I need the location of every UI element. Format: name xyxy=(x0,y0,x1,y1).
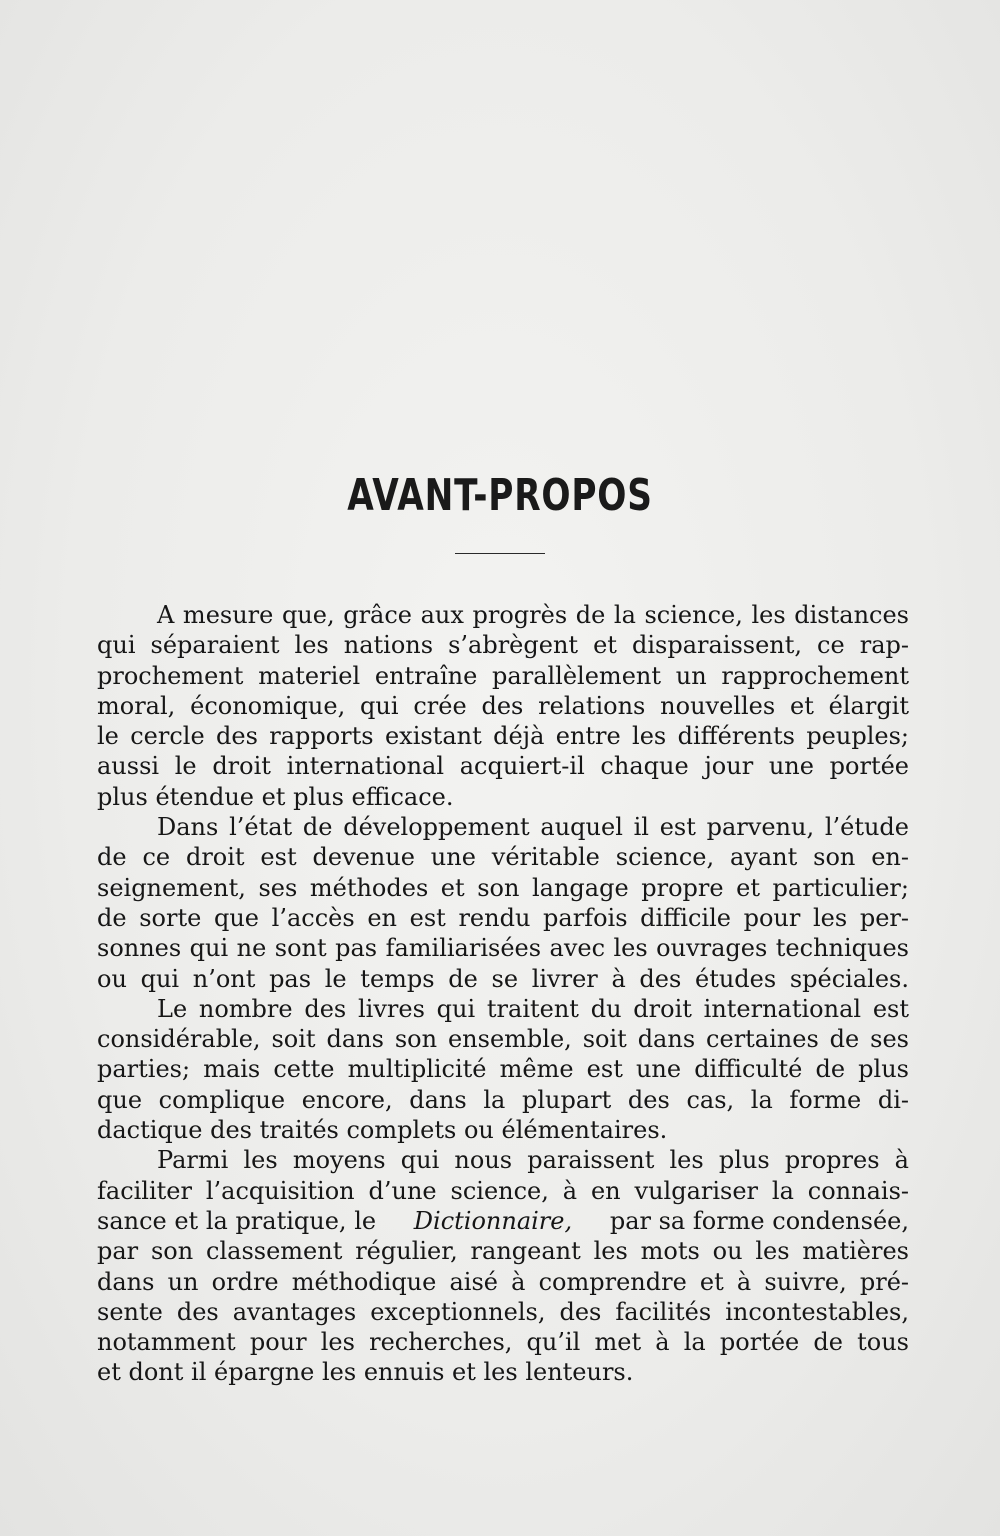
text-line: le cercle des rapports existant déjà entre les différents peuples; xyxy=(97,722,909,751)
text-line: par son classement régulier, rangeant les mots ou les matières xyxy=(97,1237,909,1266)
text-line: Parmi les moyens qui nous paraissent les plus propres à xyxy=(157,1146,909,1175)
text-line: de sorte que l’accès en est rendu parfois difficile pour les per- xyxy=(97,903,909,932)
text-fragment: sance et la pratique, le xyxy=(97,1206,377,1235)
title-divider xyxy=(455,553,545,554)
paragraph-3 xyxy=(97,994,909,1145)
text-line: et dont il épargne les ennuis et les lenteurs. xyxy=(97,1358,634,1387)
page-title: AVANT-PROPOS xyxy=(347,470,653,521)
text-line: considérable, soit dans son ensemble, soit dans certaines de ses xyxy=(97,1025,909,1054)
text-fragment: par sa forme condensée, xyxy=(609,1206,909,1235)
text-line: notamment pour les recherches, qu’il met à la portée de tous xyxy=(97,1328,909,1357)
text-line: parties; mais cette multiplicité même est une difficulté de plus xyxy=(97,1055,909,1084)
paragraph-1 xyxy=(97,600,909,812)
text-line: dans un ordre méthodique aisé à comprendre et à suivre, pré- xyxy=(97,1267,909,1296)
text-line: prochement materiel entraîne parallèlement un rapprochement xyxy=(97,661,909,690)
text-line: A mesure que, grâce aux progrès de la science, les distances xyxy=(157,601,909,629)
text-line: faciliter l’acquisition d’une science, à en vulgariser la connais- xyxy=(97,1176,909,1205)
text-line: sonnes qui ne sont pas familiarisées avec les ouvrages techniques xyxy=(97,934,909,963)
text-line: moral, économique, qui crée des relations nouvelles et élargit xyxy=(97,691,909,720)
text-line: Le nombre des livres qui traitent du droit international est xyxy=(157,994,909,1023)
text-line: qui séparaient les nations s’abrègent et disparaissent, ce rap- xyxy=(97,631,909,660)
text-line: ou qui n’ont pas le temps de se livrer à des études spéciales. xyxy=(97,964,909,993)
text-line: aussi le droit international acquiert-il chaque jour une portée xyxy=(97,752,909,781)
text-line: seignement, ses méthodes et son langage propre et particulier; xyxy=(97,873,909,902)
text-line-mixed xyxy=(97,1206,909,1236)
dictionnaire-term: Dictionnaire, xyxy=(413,1206,573,1235)
text-line: que complique encore, dans la plupart des cas, la forme di- xyxy=(97,1085,909,1114)
text-line: dactique des traités complets ou élémentaires. xyxy=(97,1116,668,1145)
body-text xyxy=(97,600,909,1388)
text-line: sente des avantages exceptionnels, des facilités incontestables, xyxy=(97,1297,909,1326)
paragraph-2 xyxy=(97,812,909,994)
text-line: plus étendue et plus efficace. xyxy=(97,782,454,811)
paragraph-4 xyxy=(97,1145,909,1387)
text-line: de ce droit est devenue une véritable science, ayant son en- xyxy=(97,843,909,872)
text-line: Dans l’état de développement auquel il est parvenu, l’étude xyxy=(157,813,909,842)
